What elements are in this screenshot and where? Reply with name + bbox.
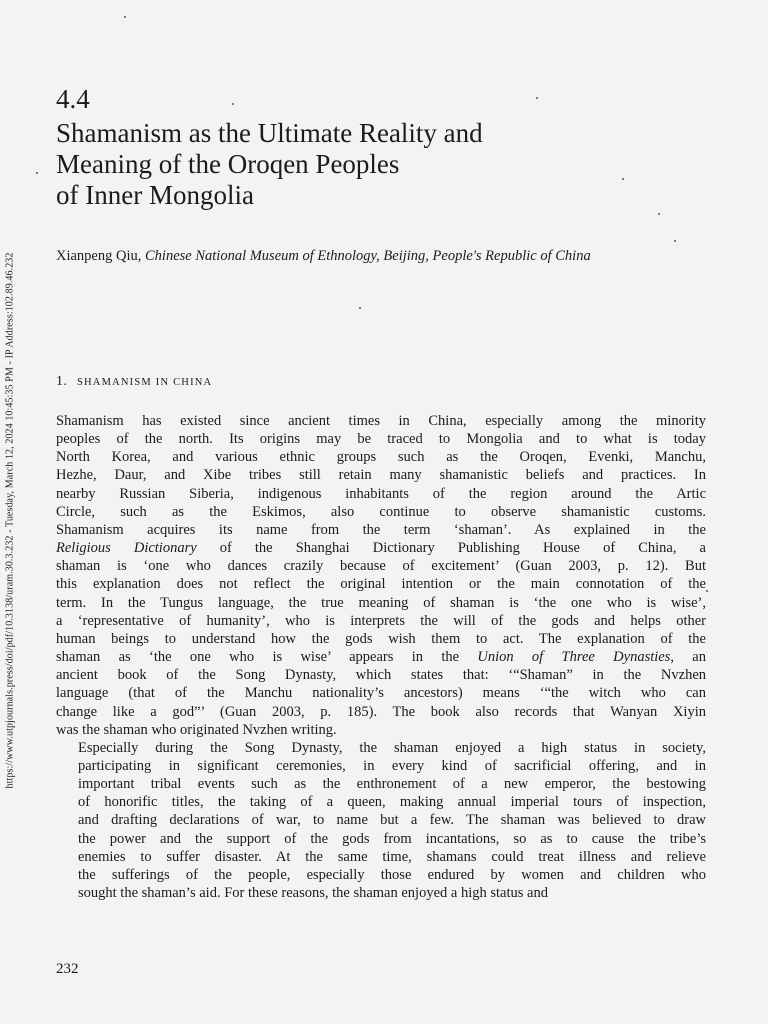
chapter-title-line: Shamanism as the Ultimate Reality and — [56, 118, 483, 148]
chapter-number: 4.4 — [56, 84, 90, 114]
text-line: ancient book of the Song Dynasty, which states that: ‘“Shaman” in the Nvzhen — [56, 667, 706, 684]
text-line: peoples of the north. Its origins may be traced to Mongolia and to what is today — [56, 431, 706, 448]
text-line: the sufferings of the people, especially those endured by women and children who — [78, 866, 706, 883]
section-heading — [56, 373, 212, 390]
italic-title: Union of Three Dynasties — [477, 649, 671, 666]
section-title: SHAMANISM IN CHINA — [76, 377, 213, 388]
text-line: Religious Dictionary of the Shanghai Dictionary Publishing House of China, a — [56, 540, 706, 557]
page-number: 232 — [56, 961, 79, 977]
author-name: Xianpeng Qiu, — [56, 248, 142, 264]
chapter-title-line: Meaning of the Oroqen Peoples — [56, 149, 400, 179]
section-number: 1. — [56, 374, 68, 389]
text-line: of honorific titles, the taking of a queen, making annual imperial tours of inspection, — [78, 794, 706, 811]
text-line: participating in significant ceremonies, in every kind of sacrificial offering, and in — [78, 757, 706, 774]
text-line: Especially during the Song Dynasty, the shaman enjoyed a high status in society, — [78, 739, 706, 756]
access-stamp-text: https://www.utpjournals.press/doi/pdf/10.3138/uram.30.3.232 - Tuesday, March 12, 2024 10:45:35 PM - IP Address:102.89.46.232 — [4, 252, 16, 788]
italic-title: Religious Dictionary — [56, 540, 197, 557]
author-affiliation: Chinese National Museum of Ethnology, Beijing, People's Republic of China — [145, 248, 591, 264]
text-line: enemies to suffer disaster. At the same time, shamans could treat illness and relieve — [78, 848, 706, 865]
text-line: the power and the support of the gods from incantations, so as to cause the tribe’s — [78, 830, 706, 847]
text-line: sought the shaman’s aid. For these reasons, the shaman enjoyed a high status and — [78, 885, 548, 902]
text-line: nearby Russian Siberia, indigenous inhabitants of the region around the Artic — [56, 485, 706, 502]
access-stamp-margin — [2, 180, 18, 860]
text-line: Shamanism has existed since ancient times in China, especially among the minority — [56, 413, 706, 429]
text-line: Hezhe, Daur, and Xibe tribes still retain many shamanistic beliefs and practices. In — [56, 467, 706, 484]
paragraph — [56, 412, 706, 739]
text-line: and drafting declarations of war, to name but a few. The shaman was believed to draw — [78, 812, 706, 829]
text-line: this explanation does not reflect the original intention or the main connotation of the — [56, 576, 706, 593]
text-line: North Korea, and various ethnic groups such as the Oroqen, Evenki, Manchu, — [56, 449, 706, 466]
text-line: Shamanism acquires its name from the term ‘shaman’. As explained in the — [56, 521, 706, 538]
text-line: was the shaman who originated Nvzhen writing. — [56, 721, 337, 738]
paragraph — [56, 739, 706, 902]
body-text — [56, 412, 706, 902]
text-line: human beings to understand how the gods wish them to act. The explanation of the — [56, 630, 706, 647]
chapter-title — [56, 118, 656, 211]
author-line — [56, 247, 706, 265]
chapter-title-line: of Inner Mongolia — [56, 180, 254, 210]
text-line: term. In the Tungus language, the true meaning of shaman is ‘the one who is wise’, — [56, 594, 706, 611]
text-line: language (that of the Manchu nationality’s ancestors) means ‘“the witch who can — [56, 685, 706, 702]
text-line: shaman as ‘the one who is wise’ appears in the Union of Three Dynasties, an — [56, 649, 706, 666]
text-line: a ‘representative of humanity’, who is interprets the will of the gods and helps other — [56, 612, 706, 629]
text-line: shaman is ‘one who dances crazily because of excitement’ (Guan 2003, p. 12). But — [56, 558, 706, 575]
text-line: important tribal events such as the enthronement of a new emperor, the bestowing — [78, 776, 706, 793]
text-line: change like a god”’ (Guan 2003, p. 185). The book also records that Wanyan Xiyin — [56, 703, 706, 720]
text-line: Circle, such as the Eskimos, also continue to observe shamanistic customs. — [56, 503, 706, 520]
